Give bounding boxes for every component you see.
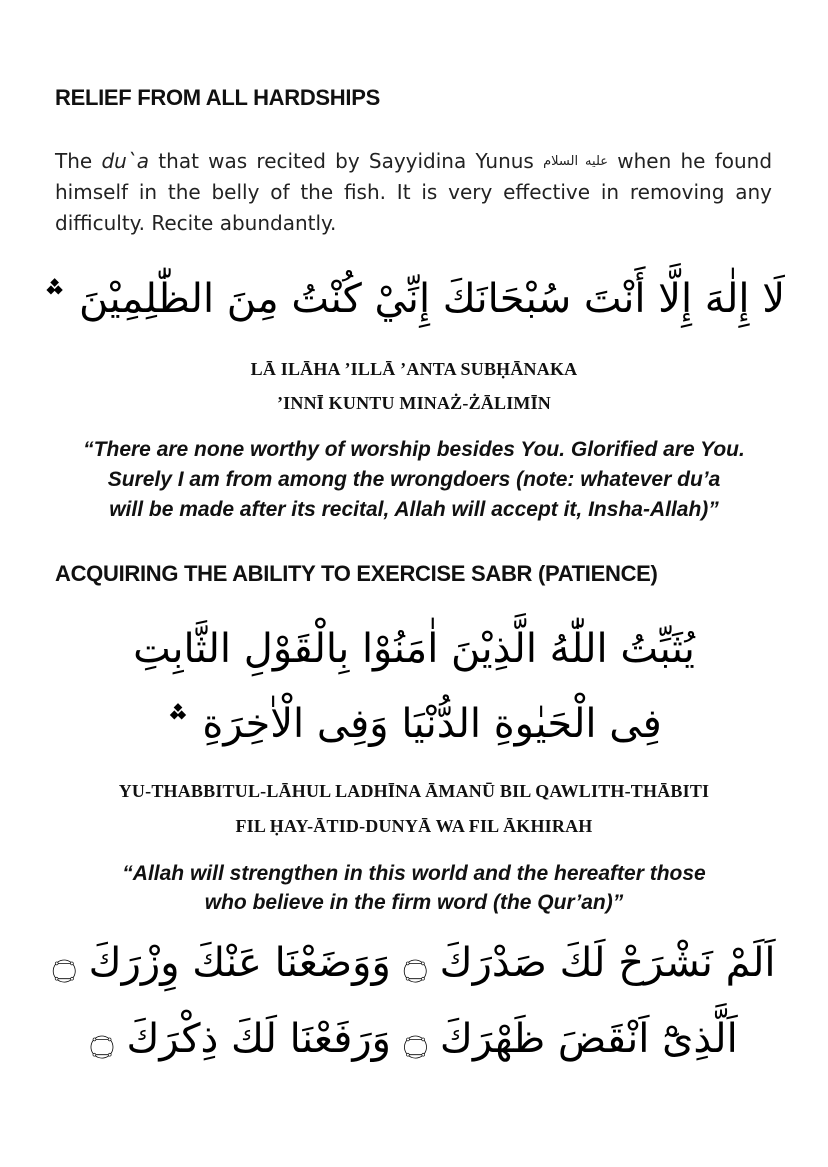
intro-du-a-term: du`a bbox=[101, 149, 150, 173]
translation-line: Surely I am from among the wrongdoers (note: whatever du’a bbox=[107, 468, 721, 491]
intro-text-start: The bbox=[55, 149, 102, 173]
arabic-verse-line: اَلَمْ نَشْرَحْ لَكَ صَدْرَكَ ۝ وَوَضَعْنَا عَنْكَ وِزْرَكَ ۝ bbox=[52, 940, 776, 986]
translation-line: “There are none worthy of worship besides You. Glorified are You. bbox=[83, 438, 745, 461]
section-heading-sabr: ACQUIRING THE ABILITY TO EXERCISE SABR (PATIENCE) bbox=[55, 561, 658, 586]
arabic-dua-yunus: لَا إِلٰهَ إِلَّا أَنْتَ سُبْحَانَكَ إِنِّيْ كُنْتُ مِنَ الظّٰلِمِيْنَ ؞ bbox=[42, 276, 786, 322]
arabic-verse-line: يُثَبِّتُ اللّٰهُ الَّذِيْنَ اٰمَنُوْا بِالْقَوْلِ الثَّابِتِ bbox=[133, 626, 695, 672]
transliteration-line: LĀ ILĀHA ’ILLĀ ’ANTA SUBḤĀNAKA bbox=[250, 359, 578, 379]
translation-line: “Allah will strengthen in this world and the hereafter those bbox=[122, 862, 706, 885]
arabic-verse-line: اَلَّذِىْٓ اَنْقَضَ ظَهْرَكَ ۝ وَرَفَعْنَا لَكَ ذِكْرَكَ ۝ bbox=[90, 1016, 738, 1062]
arabic-verse-line: فِى الْحَيٰوةِ الدُّنْيَا وَفِى الْاٰخِرَةِ ؞ bbox=[166, 701, 662, 747]
honorific-symbol: عليه السلام bbox=[543, 154, 609, 169]
transliteration-line: FIL ḤAY-ĀTID-DUNYĀ WA FIL ĀKHIRAH bbox=[235, 816, 593, 836]
intro-text-end: when he found himself in the belly of the fish. It is very effective in removing any difficulty. Recite abundantly. bbox=[55, 149, 773, 235]
intro-text-middle: that was recited by Sayyidina Yunus bbox=[149, 149, 544, 173]
section-heading-relief: RELIEF FROM ALL HARDSHIPS bbox=[55, 85, 380, 110]
transliteration-line: YU-THABBITUL-LĀHUL LADHĪNA ĀMANŪ BIL QAWLITH-THĀBITI bbox=[118, 781, 710, 801]
translation-line: who believe in the firm word (the Qur’an)” bbox=[204, 891, 624, 914]
translation-line: will be made after its recital, Allah will accept it, Insha-Allah)” bbox=[109, 498, 719, 521]
transliteration-line: ’INNĪ KUNTU MINAŻ-ŻĀLIMĪN bbox=[276, 393, 551, 413]
intro-paragraph bbox=[55, 146, 772, 239]
